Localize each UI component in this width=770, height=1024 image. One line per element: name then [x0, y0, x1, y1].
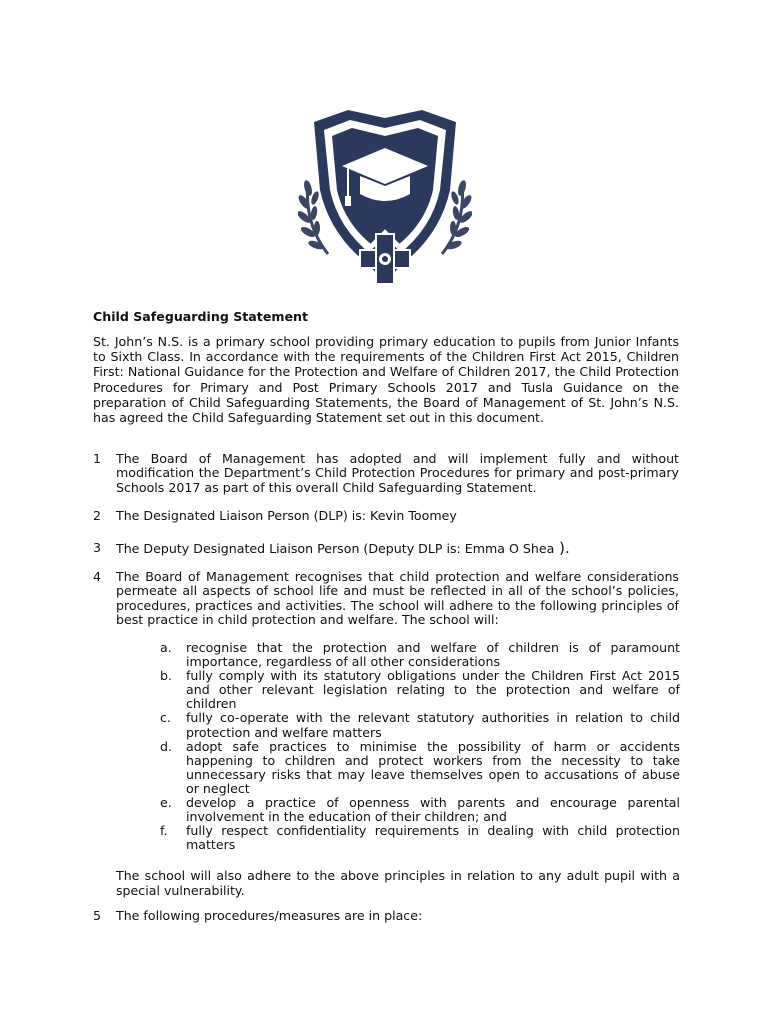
- item-text: The Board of Management has adopted and will implement fully and without modification the Department’s Child Protection Procedures for primary and post-primary Schools 2017 as part of this overall Child Safeguarding Statement.: [116, 451, 679, 495]
- principle-item-f: [160, 824, 680, 852]
- principle-item-b: [160, 669, 680, 711]
- numbered-item-4: [93, 570, 679, 627]
- numbered-item-5: [93, 909, 679, 923]
- numbered-item-3: [93, 541, 679, 556]
- principle-letter: c.: [160, 710, 171, 726]
- principle-text: adopt safe practices to minimise the possibility of harm or accidents happening to children and protect workers from the necessity to take unnecessary risks that may leave themselves open to accusations of abuse or neglect: [186, 738, 680, 796]
- principle-letter: d.: [160, 738, 172, 754]
- principle-letter: b.: [160, 668, 172, 684]
- document-title: Child Safeguarding Statement: [93, 309, 309, 324]
- principles-list: [160, 641, 680, 852]
- adult-pupil-paragraph: The school will also adhere to the above principles in relation to any adult pupil with a special vulnerability.: [116, 868, 680, 898]
- principle-item-c: [160, 711, 680, 739]
- item-text: The following procedures/measures are in place:: [116, 908, 423, 923]
- principle-letter: a.: [160, 640, 172, 655]
- item-number: 5: [93, 908, 102, 923]
- item-number: 3: [93, 540, 102, 555]
- principle-item-a: [160, 641, 680, 669]
- principle-item-e: [160, 796, 680, 824]
- school-crest-logo: [298, 104, 472, 290]
- item-text: The Designated Liaison Person (DLP) is: Kevin Toomey: [116, 508, 457, 523]
- item-text-suffix: ).: [554, 539, 570, 557]
- principle-text: fully respect confidentiality requirements in dealing with child protection matters: [186, 823, 680, 853]
- item-number: 2: [93, 508, 102, 523]
- item-text: The Board of Management recognises that child protection and welfare considerations permeate all aspects of school life and must be reflected in all of the school’s policies, procedures, practices and activities. The school will adhere to the following principles of best practice in child protection and welfare. The school will:: [116, 569, 679, 627]
- principle-letter: e.: [160, 795, 172, 811]
- numbered-item-2: [93, 509, 679, 523]
- item-number: 4: [93, 569, 102, 584]
- item-number: 1: [93, 451, 102, 466]
- principle-text: recognise that the protection and welfare of children is of paramount importance, regardless of all other considerations: [186, 640, 680, 670]
- principle-text: fully comply with its statutory obligations under the Children First Act 2015 and other relevant legislation relating to the protection and welfare of children: [186, 668, 680, 712]
- principle-text: fully co-operate with the relevant statutory authorities in relation to child protection and welfare matters: [186, 710, 680, 740]
- intro-paragraph: St. John’s N.S. is a primary school providing primary education to pupils from Junior Infants to Sixth Class. In accordance with the requirements of the Children First Act 2015, Children First: National Guidance for the Protection and Welfare of Children 2017, the Child Protection Procedures for Primary and Post Primary Schools 2017 and Tusla Guidance on the preparation of Child Safeguarding Statements, the Board of Management of St. John’s N.S. has agreed the Child Safeguarding Statement set out in this document.: [93, 334, 679, 426]
- principle-text: develop a practice of openness with parents and encourage parental involvement in the education of their children; and: [186, 795, 680, 825]
- principle-item-d: [160, 740, 680, 796]
- principle-letter: f.: [160, 823, 168, 839]
- item-text-wrapper: [116, 541, 679, 556]
- numbered-item-1: [93, 452, 679, 495]
- item-text: The Deputy Designated Liaison Person (Deputy DLP is: Emma O Shea: [116, 541, 555, 556]
